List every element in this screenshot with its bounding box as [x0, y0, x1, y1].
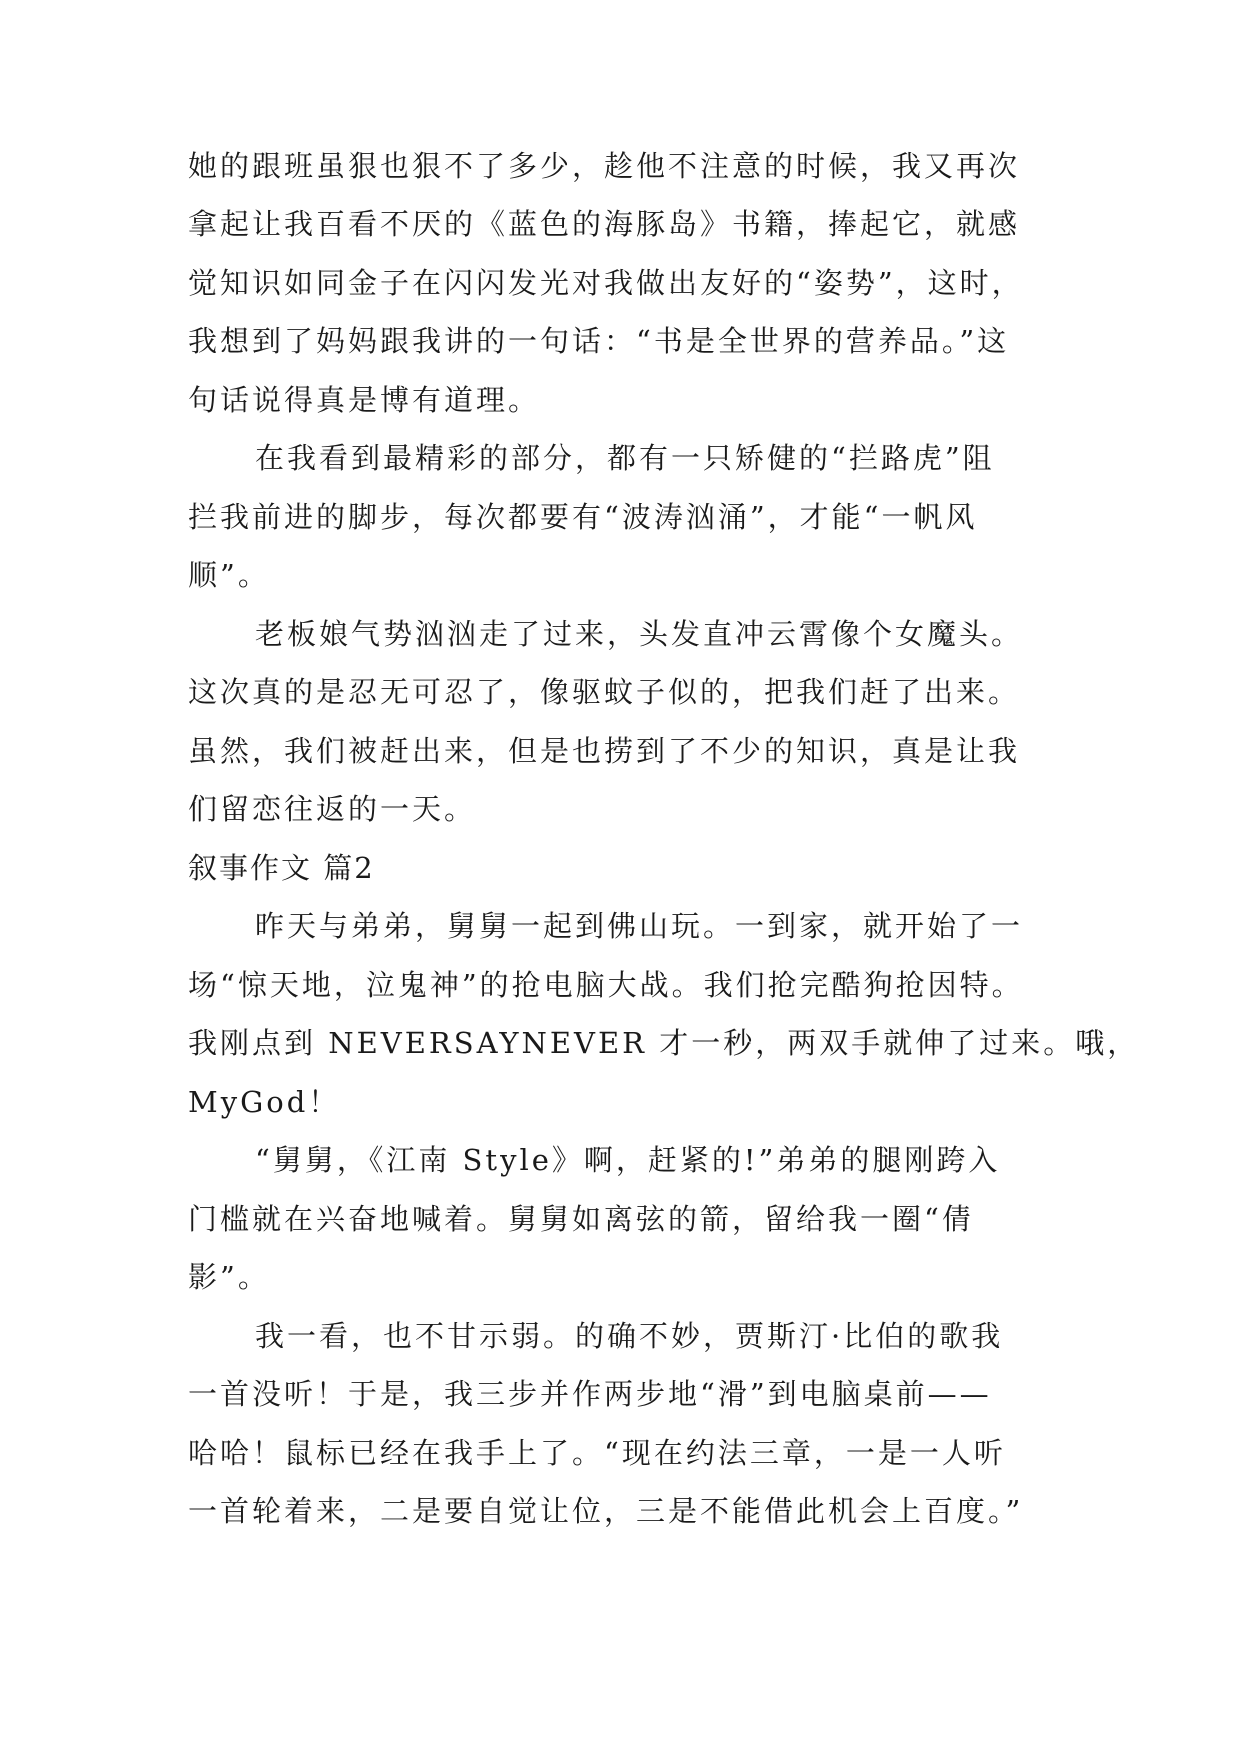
- text-line: 我一看，也不甘示弱。的确不妙，贾斯汀·比伯的歌我: [255, 1319, 1004, 1353]
- text-line: MyGod！: [188, 1085, 341, 1119]
- text-line: 我刚点到 NEVERSAYNEVER 才一秒，两双手就伸了过来。哦，: [188, 1026, 1140, 1060]
- text-line: 一首没听！于是，我三步并作两步地“滑”到电脑桌前——: [188, 1377, 992, 1411]
- text-line: 哈哈！鼠标已经在我手上了。“现在约法三章，一是一人听: [188, 1436, 1006, 1470]
- text-line: 这次真的是忍无可忍了，像驱蚊子似的，把我们赶了出来。: [188, 675, 1021, 709]
- text-line: 她的跟班虽狠也狠不了多少，趁他不注意的时候，我又再次: [188, 149, 1021, 183]
- text-line: 顺”。: [188, 558, 270, 592]
- text-line: 我想到了妈妈跟我讲的一句话：“书是全世界的营养品。”这: [188, 324, 1010, 358]
- text-line: 拿起让我百看不厌的《蓝色的海豚岛》书籍，捧起它，就感: [188, 207, 1021, 241]
- text-line: 觉知识如同金子在闪闪发光对我做出友好的“姿势”，这时，: [188, 266, 1024, 300]
- text-line: 在我看到最精彩的部分，都有一只矫健的“拦路虎”阻: [255, 441, 995, 475]
- text-line: 们留恋往返的一天。: [188, 792, 477, 826]
- text-line: 门槛就在兴奋地喊着。舅舅如离弦的箭，留给我一圈“倩: [188, 1202, 974, 1236]
- text-line: 一首轮着来，二是要自觉让位，三是不能借此机会上百度。”: [188, 1494, 1024, 1528]
- text-line: 昨天与弟弟，舅舅一起到佛山玩。一到家，就开始了一: [255, 909, 1024, 943]
- text-line: 句话说得真是博有道理。: [188, 383, 541, 417]
- text-line: 影”。: [188, 1260, 270, 1294]
- text-line: 场“惊天地，泣鬼神”的抢电脑大战。我们抢完酷狗抢因特。: [188, 968, 1024, 1002]
- text-line: 老板娘气势汹汹走了过来，头发直冲云霄像个女魔头。: [255, 617, 1024, 651]
- text-line: 虽然，我们被赶出来，但是也捞到了不少的知识，真是让我: [188, 734, 1021, 768]
- text-line: “舅舅，《江南 Style》啊，赶紧的!”弟弟的腿刚跨入: [255, 1143, 1001, 1177]
- text-line: 拦我前进的脚步，每次都要有“波涛汹涌”，才能“一帆风: [188, 500, 978, 534]
- section-heading: 叙事作文 篇2: [188, 851, 375, 885]
